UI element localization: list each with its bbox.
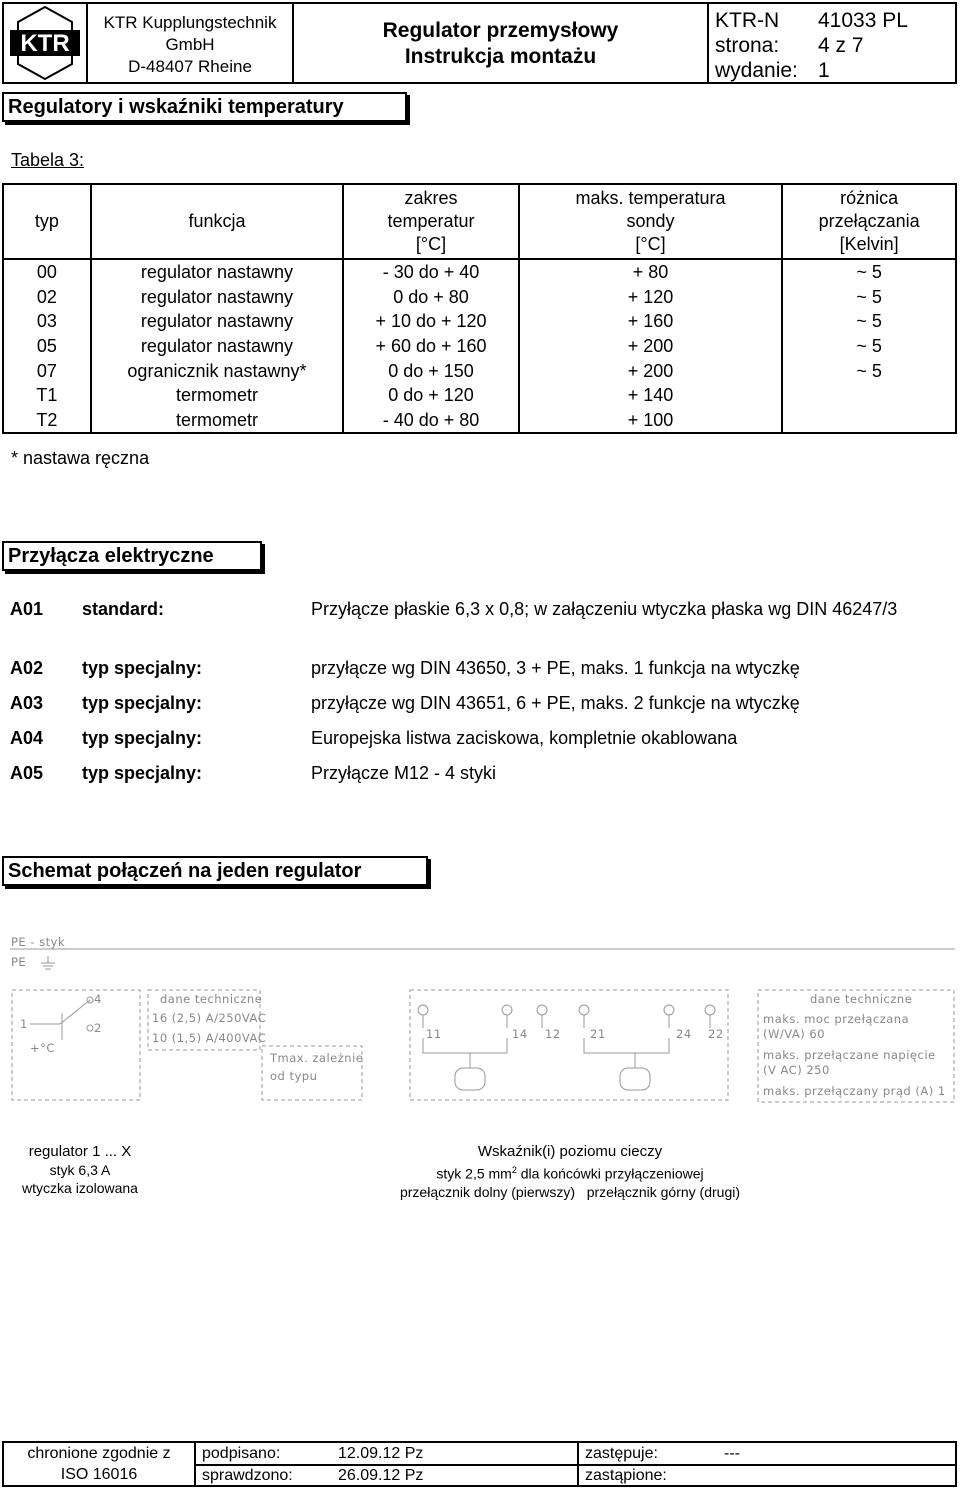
doc-label: KTR-N bbox=[715, 9, 780, 32]
checked-label: sprawdzono: bbox=[202, 1467, 293, 1484]
caption-left-2: styk 6,3 A bbox=[49, 1162, 111, 1178]
table-header-row bbox=[3, 184, 956, 259]
table-cell: 07 bbox=[3, 358, 91, 383]
replaces-label: zastępuje: bbox=[585, 1445, 658, 1462]
table-cell: + 200 bbox=[519, 334, 782, 359]
connection-desc: przyłącze wg DIN 43650, 3 + PE, maks. 1 funkcja na wtyczkę bbox=[311, 658, 800, 678]
connection-desc: Przyłącze płaskie 6,3 x 0,8; w załączeniu wtyczka płaska wg DIN 46247/3 bbox=[311, 599, 898, 619]
table-footnote: * nastawa ręczna bbox=[11, 448, 150, 468]
document-title bbox=[294, 4, 709, 82]
ktr-logo-mark bbox=[4, 4, 86, 82]
document-header bbox=[2, 2, 957, 84]
table-cell: 00 bbox=[3, 259, 91, 285]
terminal-11: 11 bbox=[426, 1027, 442, 1041]
connection-id: A02 bbox=[10, 658, 44, 678]
replaced-label: zastąpione: bbox=[585, 1467, 667, 1484]
ktr-logo bbox=[4, 4, 88, 82]
table-cell: regulator nastawny bbox=[91, 259, 343, 285]
replaces-value: --- bbox=[724, 1445, 740, 1462]
tech-title-left: dane techniczne bbox=[160, 992, 263, 1006]
reg-terminal-4: 4 bbox=[94, 992, 102, 1006]
section-title-connections: Przyłącza elektryczne bbox=[2, 541, 262, 571]
table-cell: + 120 bbox=[519, 285, 782, 310]
caption-regulator bbox=[10, 1143, 150, 1197]
caption-left-1: regulator 1 ... X bbox=[28, 1143, 132, 1160]
svg-text:KTR: KTR bbox=[20, 30, 70, 57]
pe-label: PE bbox=[11, 955, 27, 969]
checked-value: 26.09.12 Pz bbox=[338, 1467, 424, 1484]
connection-type: typ specjalny: bbox=[82, 693, 203, 713]
caption-left-3: wtyczka izolowana bbox=[22, 1180, 138, 1196]
section-title-temperature: Regulatory i wskaźniki temperatury bbox=[2, 92, 407, 122]
table-cell: termometr bbox=[91, 383, 343, 408]
footer-revisions bbox=[579, 1443, 955, 1485]
caption-right-1: Wskaźnik(i) poziomu cieczy bbox=[477, 1143, 663, 1160]
level-indicator-box bbox=[410, 990, 728, 1100]
float-switch-2 bbox=[620, 1068, 650, 1090]
page-value: 4 z 7 bbox=[818, 34, 864, 57]
table-cell: 03 bbox=[3, 309, 91, 334]
title-line-1: Regulator przemysłowy bbox=[382, 19, 619, 42]
table-cell: 0 do + 120 bbox=[343, 383, 519, 408]
terminal-24: 24 bbox=[676, 1027, 692, 1041]
terminal-22: 22 bbox=[708, 1027, 724, 1041]
table-cell: - 30 do + 40 bbox=[343, 259, 519, 285]
column-header-max-temp: maks. temperatura sondy [°C] bbox=[519, 184, 782, 259]
connection-desc: Europejska listwa zaciskowa, kompletnie okablowana bbox=[311, 728, 738, 748]
company-address: D-48407 Rheine bbox=[128, 57, 252, 76]
pe-contact-label: PE - styk bbox=[11, 935, 66, 949]
table-cell: - 40 do + 80 bbox=[343, 408, 519, 434]
table-row bbox=[3, 408, 956, 434]
table-row bbox=[3, 259, 956, 285]
tech-right-4: (V AC) 250 bbox=[763, 1063, 830, 1077]
title-line-2: Instrukcja montażu bbox=[404, 45, 597, 68]
table-cell: + 100 bbox=[519, 408, 782, 434]
connection-id: A05 bbox=[10, 763, 44, 783]
table-cell: 02 bbox=[3, 285, 91, 310]
table-cell: ~ 5 bbox=[782, 309, 956, 334]
terminal-14: 14 bbox=[512, 1027, 528, 1041]
regulator-table bbox=[2, 183, 957, 434]
reg-terminal-2: 2 bbox=[94, 1021, 102, 1035]
column-header-range: zakres temperatur [°C] bbox=[343, 184, 519, 259]
float-switch-1 bbox=[455, 1068, 485, 1090]
caption-level-indicator bbox=[370, 1143, 770, 1201]
tech-left-2: 10 (1,5) A/400VAC bbox=[152, 1031, 267, 1045]
wiring-diagram bbox=[0, 928, 960, 1118]
caption-right-3: przełącznik dolny (pierwszy) przełącznik górny (drugi) bbox=[399, 1183, 741, 1200]
connection-type: typ specjalny: bbox=[82, 763, 203, 783]
reg-temp-label: +°C bbox=[30, 1041, 55, 1055]
reg-terminal-1: 1 bbox=[20, 1017, 28, 1031]
table-cell: ~ 5 bbox=[782, 358, 956, 383]
table-cell: + 160 bbox=[519, 309, 782, 334]
footer-signatures bbox=[196, 1443, 579, 1485]
table-cell: + 140 bbox=[519, 383, 782, 408]
company-form: GmbH bbox=[165, 35, 215, 54]
table-row bbox=[3, 383, 956, 408]
table-cell: ~ 5 bbox=[782, 259, 956, 285]
connection-desc: Przyłącze M12 - 4 styki bbox=[311, 763, 497, 783]
connection-desc: przyłącze wg DIN 43651, 6 + PE, maks. 2 funkcje na wtyczkę bbox=[311, 693, 800, 713]
edition-label: wydanie: bbox=[715, 59, 798, 82]
table-cell: regulator nastawny bbox=[91, 285, 343, 310]
column-header-hysteresis: różnica przełączania [Kelvin] bbox=[782, 184, 956, 259]
connection-type: typ specjalny: bbox=[82, 728, 203, 748]
edition-value: 1 bbox=[818, 59, 830, 82]
column-header-type: typ bbox=[3, 184, 91, 259]
tech-title-right: dane techniczne bbox=[810, 992, 913, 1006]
table-cell: + 200 bbox=[519, 358, 782, 383]
caption-right-2: styk 2,5 $mm^2$ dla końcówki przyłączeniowej bbox=[436, 1165, 704, 1182]
connection-type: standard: bbox=[82, 599, 165, 619]
footer-compliance bbox=[4, 1443, 196, 1485]
table-cell: 05 bbox=[3, 334, 91, 359]
company-name: KTR Kupplungstechnik bbox=[103, 13, 277, 32]
tech-right-1: maks. moc przełączana bbox=[763, 1012, 910, 1026]
connection-item bbox=[0, 598, 960, 648]
terminal-12: 12 bbox=[545, 1027, 561, 1041]
tech-right-3: maks. przełączane napięcie bbox=[763, 1048, 936, 1062]
table-cell: ~ 5 bbox=[782, 285, 956, 310]
tmax-2: od typu bbox=[270, 1069, 318, 1083]
table-cell bbox=[782, 408, 956, 434]
table-cell: T1 bbox=[3, 383, 91, 408]
table-row bbox=[3, 285, 956, 310]
signed-value: 12.09.12 Pz bbox=[338, 1445, 424, 1462]
connection-id: A04 bbox=[10, 728, 44, 748]
table-cell: + 10 do + 120 bbox=[343, 309, 519, 334]
terminal-21: 21 bbox=[590, 1027, 606, 1041]
table-cell: + 60 do + 160 bbox=[343, 334, 519, 359]
tech-right-2: (W/VA) 60 bbox=[763, 1027, 826, 1041]
column-header-function: funkcja bbox=[91, 184, 343, 259]
tmax-1: Tmax. zależnie bbox=[270, 1051, 364, 1065]
table-cell: T2 bbox=[3, 408, 91, 434]
table-cell: termometr bbox=[91, 408, 343, 434]
table-cell: 0 do + 80 bbox=[343, 285, 519, 310]
connection-id: A03 bbox=[10, 693, 44, 713]
table-row bbox=[3, 309, 956, 334]
table-cell: + 80 bbox=[519, 259, 782, 285]
table-cell: 0 do + 150 bbox=[343, 358, 519, 383]
document-info bbox=[709, 4, 957, 82]
table-cell bbox=[782, 383, 956, 408]
table-caption: Tabela 3: bbox=[11, 150, 85, 170]
table-row bbox=[3, 334, 956, 359]
connection-type: typ specjalny: bbox=[82, 658, 203, 678]
table-cell: ogranicznik nastawny* bbox=[91, 358, 343, 383]
company-block bbox=[88, 4, 294, 82]
page-label: strona: bbox=[715, 34, 780, 57]
table-cell: ~ 5 bbox=[782, 334, 956, 359]
table-row bbox=[3, 358, 956, 383]
level-terminals bbox=[418, 1005, 715, 1015]
table-cell: regulator nastawny bbox=[91, 334, 343, 359]
signed-label: podpisano: bbox=[202, 1445, 281, 1462]
connection-id: A01 bbox=[10, 599, 44, 619]
tech-left-1: 16 (2,5) A/250VAC bbox=[152, 1011, 267, 1025]
section-title-wiring: Schemat połączeń na jeden regulator bbox=[2, 856, 428, 886]
table-cell: regulator nastawny bbox=[91, 309, 343, 334]
compliance-line-1: chronione zgodnie z bbox=[27, 1445, 171, 1462]
compliance-line-2: ISO 16016 bbox=[60, 1466, 138, 1483]
tech-right-5: maks. przełączany prąd (A) 1 bbox=[763, 1084, 946, 1098]
doc-number: 41033 PL bbox=[818, 9, 908, 32]
document-footer bbox=[2, 1441, 957, 1487]
